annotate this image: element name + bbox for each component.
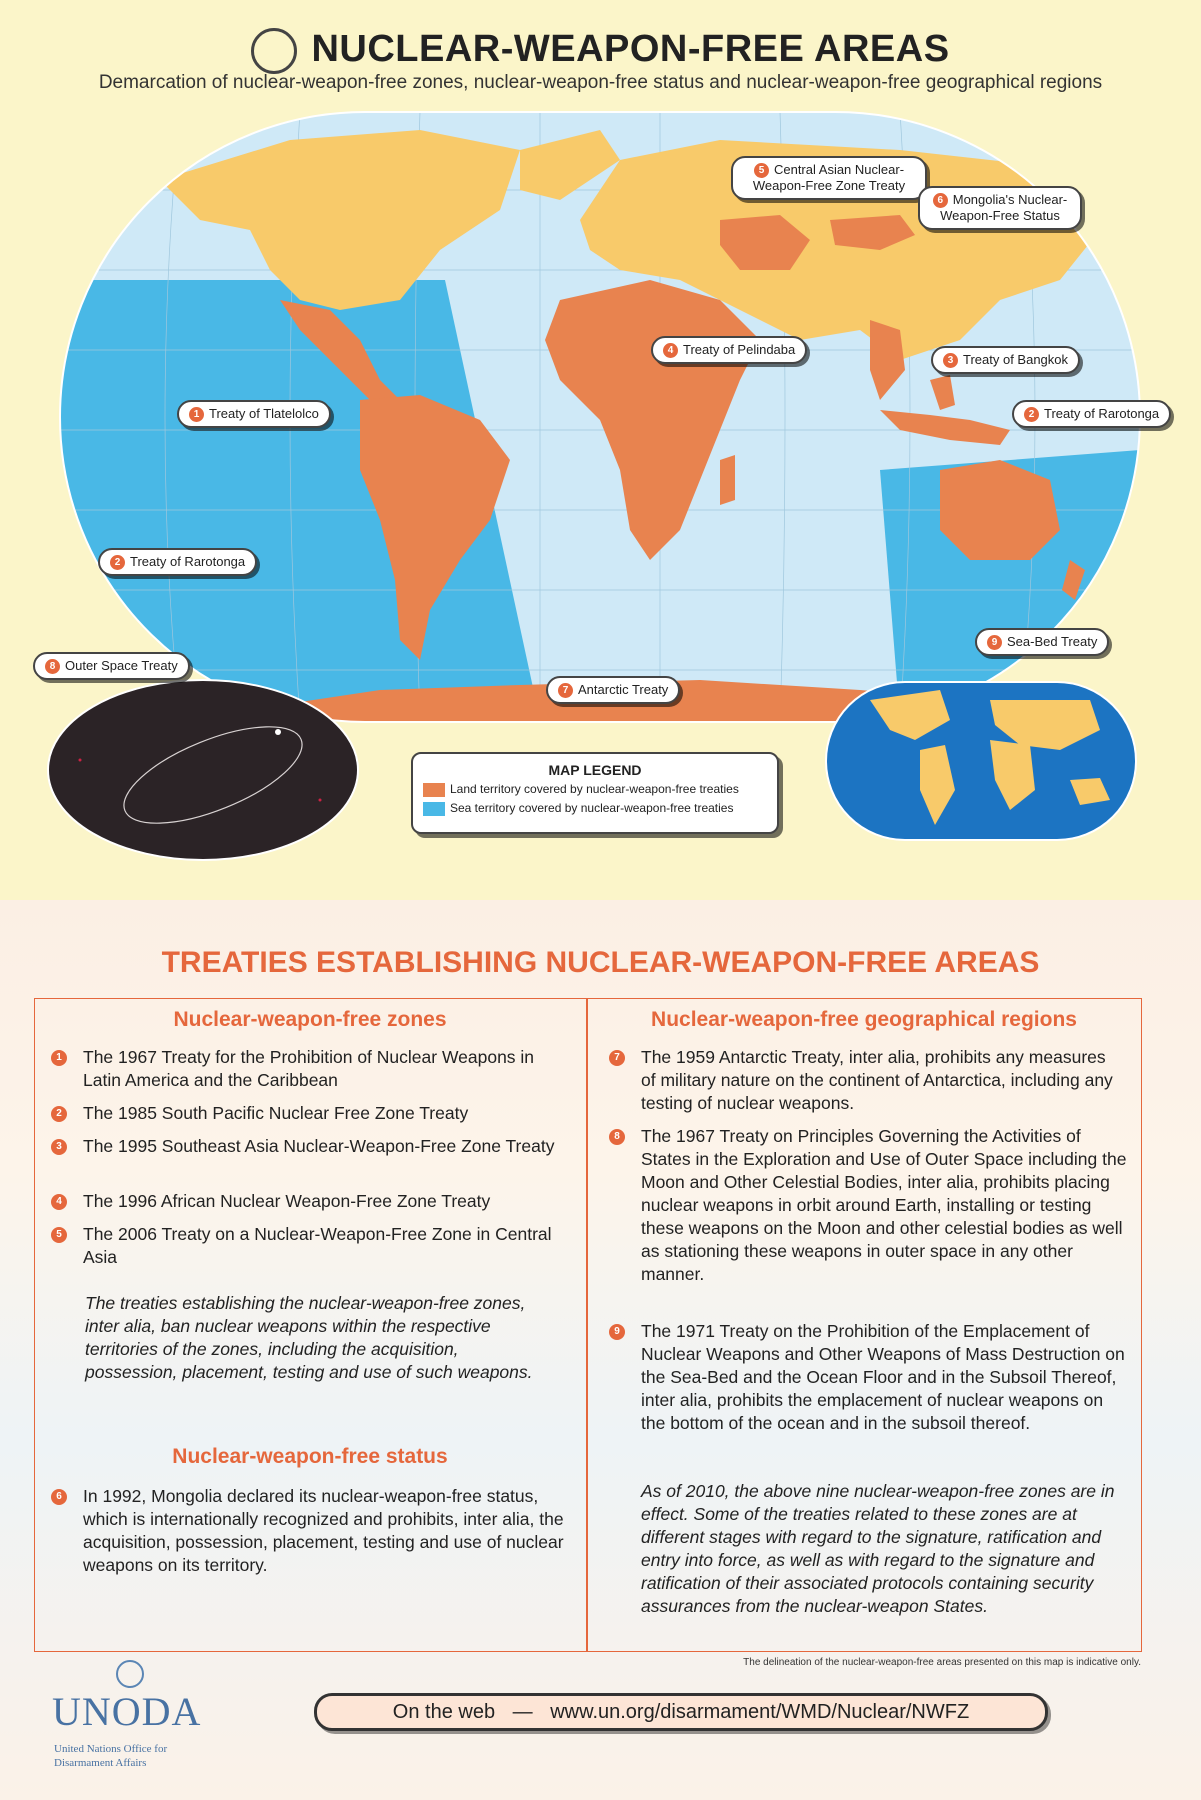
- legend-land: Land territory covered by nuclear-weapon-free treaties: [423, 782, 777, 797]
- org-name: United Nations Office for Disarmament Affairs: [54, 1743, 168, 1769]
- madagascar: [720, 455, 735, 505]
- legend-title: MAP LEGEND: [548, 762, 642, 778]
- web-dash: —: [512, 1701, 533, 1723]
- list-item: 8 The 1967 Treaty on Principles Governing the Activities of States in the Exploration and Use of Outer Space including the Moon and Other Celestial Bodies, inter alia, prohibits placing nuclear weapons in orbit around Earth, installing or testing these weapons on the Moon and other celestial bodies as well as stationing these weapons in outer space in any other manner.: [641, 1125, 1131, 1286]
- list-item: 9 The 1971 Treaty on the Prohibition of the Emplacement of Nuclear Weapons and Other Weapons of Mass Destruction on the Sea-Bed and the Ocean Floor and in the Subsoil Thereof, inter alia, prohibits the emplacement of nuclear weapons on the bottom of the ocean and in the subsoil thereof.: [641, 1320, 1131, 1435]
- page-title: NUCLEAR-WEAPON-FREE AREAS: [311, 28, 950, 70]
- callout-rarotonga-east: 2 Treaty of Rarotonga: [1012, 400, 1171, 428]
- org-acronym: UNODA: [52, 1689, 202, 1734]
- web-prefix: On the web: [392, 1701, 496, 1723]
- callout-mongolia: 6 Mongolia's Nuclear- Weapon-Free Status: [918, 186, 1082, 230]
- callout-pelindaba: 4 Treaty of Pelindaba: [651, 336, 807, 364]
- list-item: 3 The 1995 Southeast Asia Nuclear-Weapon-Free Zone Treaty: [83, 1135, 573, 1158]
- list-item: 7 The 1959 Antarctic Treaty, inter alia, prohibits any measures of military nature on the continent of Antarctica, including any testing of nuclear weapons.: [641, 1046, 1121, 1115]
- list-item: 1 The 1967 Treaty for the Prohibition of Nuclear Weapons in Latin America and the Caribbean: [83, 1046, 563, 1092]
- status-heading: Nuclear-weapon-free status: [172, 1445, 448, 1468]
- callout-antarctic: 7 Antarctic Treaty: [546, 676, 680, 704]
- callout-sea-bed: 9 Sea-Bed Treaty: [975, 628, 1109, 656]
- column-divider: [586, 998, 588, 1652]
- zones-note: The treaties establishing the nuclear-weapon-free zones, inter alia, ban nuclear weapons within the respective territories of the zones, including the acquisition, possession, placement, testing and use of such weapons.: [85, 1293, 533, 1382]
- land-swatch: [423, 783, 445, 797]
- callout-rarotonga-west: 2 Treaty of Rarotonga: [98, 548, 257, 576]
- page-subtitle: Demarcation of nuclear-weapon-free zones, nuclear-weapon-free status and nuclear-weapon-free geographical regions: [98, 72, 1103, 93]
- sea-bed-inset: [826, 682, 1136, 840]
- section-title: TREATIES ESTABLISHING NUCLEAR-WEAPON-FREE AREAS: [161, 946, 1040, 979]
- sea-swatch: [423, 802, 445, 816]
- callout-central-asia: 5 Central Asian Nuclear- Weapon-Free Zone Treaty: [731, 156, 927, 200]
- list-item: 2 The 1985 South Pacific Nuclear Free Zone Treaty: [83, 1102, 563, 1125]
- list-item: 4 The 1996 African Nuclear Weapon-Free Zone Treaty: [83, 1190, 563, 1213]
- callout-outer-space: 8 Outer Space Treaty: [33, 652, 190, 680]
- callout-tlatelolco: 1 Treaty of Tlatelolco: [177, 400, 331, 428]
- regions-note: As of 2010, the above nine nuclear-weapon-free zones are in effect. Some of the treaties related to these zones are at different stages with regard to the signature, ratification and entry into force, as well as with regard to the signature and ratification of their associated protocols containing security assurances from the nuclear-weapon States.: [641, 1481, 1115, 1616]
- zones-heading: Nuclear-weapon-free zones: [173, 1008, 447, 1031]
- callout-bangkok: 3 Treaty of Bangkok: [931, 346, 1080, 374]
- list-item: 5 The 2006 Treaty on a Nuclear-Weapon-Free Zone in Central Asia: [83, 1223, 563, 1269]
- disclaimer: The delineation of the nuclear-weapon-free areas presented on this map is indicative only.: [743, 1657, 1141, 1668]
- list-item: 6 In 1992, Mongolia declared its nuclear-weapon-free status, which is internationally recognized and prohibits, inter alia, the acquisition, possession, placement, testing and use of nuclear weapons on its territory.: [83, 1485, 573, 1577]
- web-url[interactable]: www.un.org/disarmament/WMD/Nuclear/NWFZ: [550, 1701, 970, 1723]
- un-emblem-icon: [251, 28, 297, 74]
- regions-heading: Nuclear-weapon-free geographical regions: [651, 1008, 1077, 1031]
- outer-space-inset: [48, 680, 358, 860]
- un-emblem-icon: [116, 1660, 144, 1688]
- satellite-icon: [275, 729, 281, 735]
- map-legend: [411, 752, 779, 834]
- web-link-banner[interactable]: [314, 1693, 1048, 1731]
- legend-sea: Sea territory covered by nuclear-weapon-free treaties: [423, 801, 777, 816]
